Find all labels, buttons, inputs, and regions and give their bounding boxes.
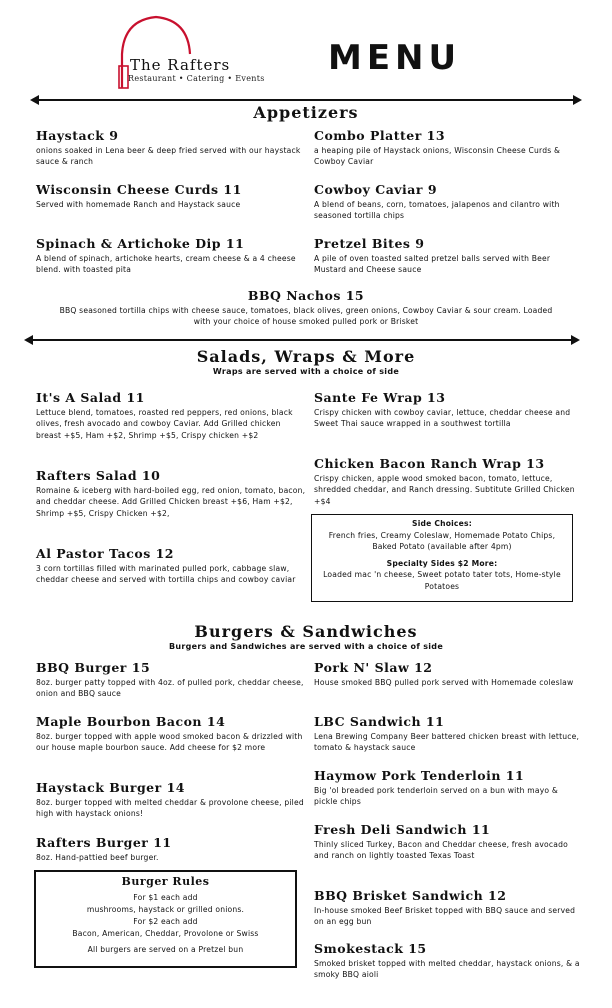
box-text: For $1 each add — [133, 893, 198, 902]
section-title-salads: Salads, Wraps & More — [196, 347, 416, 366]
box-text: Loaded mac 'n cheese, Sweet potato tater tots, Home-style Potatoes — [323, 570, 561, 591]
menu-item — [314, 390, 584, 430]
item-name: BBQ Brisket Sandwich 12 — [314, 888, 507, 903]
section-subtitle: Burgers and Sandwiches are served with a choice of side — [168, 642, 444, 651]
arrow-right-icon — [571, 335, 580, 345]
item-desc: Romaine & iceberg with hard-boiled egg, red onion, tomato, bacon, and cheddar cheese. Add Grilled Chicken breast +$6, Ham +$2, Shrimp +$5, Crispy Chicken +$2, — [36, 486, 306, 518]
side-choices-box — [311, 514, 573, 602]
box-text: French fries, Creamy Coleslaw, Homemade Potato Chips, Baked Potato (available after 4pm) — [328, 530, 556, 551]
menu-item — [36, 236, 306, 276]
item-name: BBQ Burger 15 — [36, 660, 151, 675]
section-title-burgers: Burgers & Sandwiches — [194, 622, 418, 641]
item-name: LBC Sandwich 11 — [314, 714, 445, 729]
menu-item — [314, 822, 584, 862]
box-text: For $2 each add — [133, 917, 198, 926]
item-name: Maple Bourbon Bacon 14 — [36, 714, 226, 729]
item-name: BBQ Nachos 15 — [247, 288, 365, 303]
menu-item — [36, 390, 306, 441]
item-name: Smokestack 15 — [314, 941, 427, 956]
item-desc: Lena Brewing Company Beer battered chicken breast with lettuce, tomato & haystack sauce — [314, 732, 580, 753]
menu-item — [36, 468, 306, 519]
item-name: Sante Fe Wrap 13 — [314, 390, 446, 405]
item-name: Haystack Burger 14 — [36, 780, 185, 795]
box-text: mushrooms, haystack or grilled onions. — [86, 905, 245, 914]
item-desc: 8oz. Hand-pattied beef burger. — [36, 853, 159, 862]
item-desc: a heaping pile of Haystack onions, Wisconsin Cheese Curds & Cowboy Caviar — [314, 146, 561, 167]
menu-item — [314, 236, 584, 276]
item-desc: In-house smoked Beef Brisket topped with BBQ sauce and served on an egg bun — [314, 906, 576, 927]
item-name: Wisconsin Cheese Curds 11 — [36, 182, 242, 197]
page-title: MENU — [328, 38, 462, 78]
item-name: Fresh Deli Sandwich 11 — [314, 822, 491, 837]
item-name: Spinach & Artichoke Dip 11 — [36, 236, 245, 251]
item-desc: 8oz. burger topped with melted cheddar & provolone cheese, piled high with haystack onions! — [36, 798, 304, 819]
item-desc: Thinly sliced Turkey, Bacon and Cheddar cheese, fresh avocado and ranch on lightly toasted Texas Toast — [314, 840, 568, 861]
menu-item — [314, 714, 584, 754]
box-text: All burgers are served on a Pretzel bun — [87, 945, 244, 954]
item-desc: Served with homemade Ranch and Haystack sauce — [36, 200, 241, 209]
item-name: Combo Platter 13 — [314, 128, 446, 143]
item-name: Chicken Bacon Ranch Wrap 13 — [314, 456, 545, 471]
item-desc: 8oz. burger topped with apple wood smoked bacon & drizzled with our house maple bourbon sauce. Add cheese for $2 more — [36, 732, 303, 753]
menu-item — [36, 835, 306, 863]
item-name: It's A Salad 11 — [36, 390, 145, 405]
item-desc: BBQ seasoned tortilla chips with cheese sauce, tomatoes, black olives, green onions, Cowboy Caviar & sour cream. Loaded with your choice of house smoked pulled pork or Brisket — [59, 306, 553, 327]
item-desc: Lettuce blend, tomatoes, roasted red peppers, red onions, black olives, fresh avocado and cowboy Caviar. Add Grilled chicken breast +$5, Ham +$2, Shrimp +$5, Crispy chicken +$2 — [36, 408, 293, 440]
item-desc: Crispy chicken with cowboy caviar, lettuce, cheddar cheese and Sweet Thai sauce wrapped in a southwest tortilla — [314, 408, 571, 429]
item-name: Rafters Burger 11 — [36, 835, 172, 850]
item-desc: House smoked BBQ pulled pork served with Homemade coleslaw — [314, 678, 574, 687]
item-name: Cowboy Caviar 9 — [314, 182, 438, 197]
box-text: Bacon, American, Cheddar, Provolone or Swiss — [72, 929, 259, 938]
menu-item — [36, 714, 306, 754]
menu-item — [314, 941, 584, 981]
menu-item-featured — [56, 288, 556, 328]
item-name: Haymow Pork Tenderloin 11 — [314, 768, 525, 783]
menu-item — [314, 768, 584, 808]
item-name: Al Pastor Tacos 12 — [36, 546, 174, 561]
item-desc: A blend of spinach, artichoke hearts, cream cheese & a 4 cheese blend. with toasted pita — [36, 254, 296, 275]
menu-item — [314, 456, 584, 507]
item-name: Pretzel Bites 9 — [314, 236, 425, 251]
brand-name: The Rafters — [130, 56, 231, 74]
menu-item — [314, 182, 584, 222]
item-desc: 8oz. burger patty topped with 4oz. of pulled pork, cheddar cheese, onion and BBQ sauce — [36, 678, 304, 699]
menu-item — [314, 888, 584, 928]
divider — [36, 99, 574, 101]
menu-item — [36, 660, 306, 700]
box-title: Specialty Sides $2 More: — [386, 558, 498, 568]
section-subtitle: Wraps are served with a choice of side — [212, 367, 400, 376]
item-desc: onions soaked in Lena beer & deep fried served with our haystack sauce & ranch — [36, 146, 301, 167]
burger-rules-box — [34, 870, 297, 968]
item-desc: A pile of oven toasted salted pretzel balls served with Beer Mustard and Cheese sauce — [314, 254, 551, 275]
menu-item — [36, 780, 306, 820]
item-desc: Crispy chicken, apple wood smoked bacon, tomato, lettuce, shredded cheddar, and Ranch dressing. Subtitute Grilled Chicken +$4 — [314, 474, 575, 506]
box-title: Side Choices: — [412, 519, 472, 528]
menu-item — [314, 660, 584, 688]
menu-item — [36, 128, 306, 168]
item-desc: 3 corn tortillas filled with marinated pulled pork, cabbage slaw, cheddar cheese and served with tortilla chips and cowboy caviar — [36, 564, 296, 585]
menu-item — [314, 128, 584, 168]
item-name: Haystack 9 — [36, 128, 119, 143]
box-title: Burger Rules — [121, 875, 210, 888]
item-desc: A blend of beans, corn, tomatoes, jalapenos and cilantro with seasoned tortilla chips — [314, 200, 560, 221]
menu-item — [36, 182, 306, 210]
item-name: Rafters Salad 10 — [36, 468, 161, 483]
menu-item — [36, 546, 306, 586]
item-name: Pork N' Slaw 12 — [314, 660, 433, 675]
divider — [30, 339, 572, 341]
item-desc: Smoked brisket topped with melted cheddar, haystack onions, & a smoky BBQ aioli — [314, 959, 580, 980]
brand-tagline: Restaurant • Catering • Events — [128, 74, 265, 83]
item-desc: Big 'ol breaded pork tenderloin served on a bun with mayo & pickle chips — [314, 786, 559, 807]
section-title-appetizers: Appetizers — [253, 103, 359, 122]
